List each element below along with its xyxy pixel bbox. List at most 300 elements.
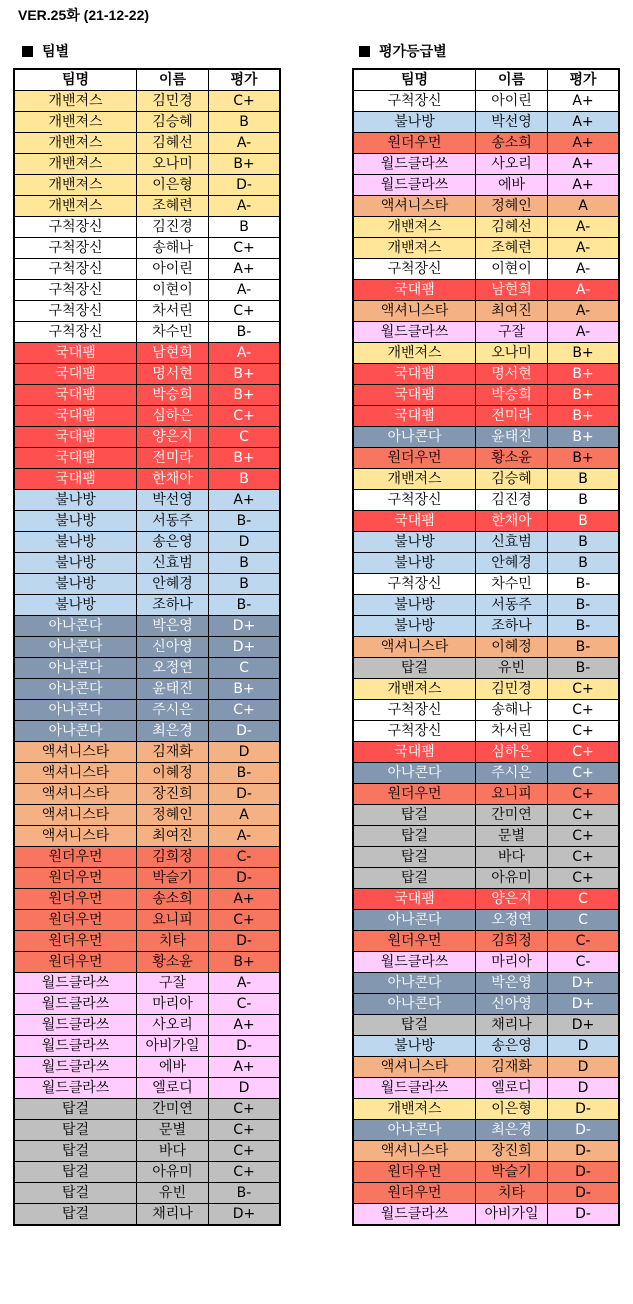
grade-cell: C+ [209,406,280,427]
table-row [15,742,280,763]
team-cell: 국대팸 [354,280,476,301]
table-row [354,931,619,952]
team-cell: 개밴져스 [354,343,476,364]
team-cell: 탑걸 [354,805,476,826]
grade-cell: B- [209,511,280,532]
table-row [15,427,280,448]
name-cell: 명서현 [137,364,209,385]
name-cell: 김희정 [137,847,209,868]
name-cell: 신아영 [476,994,548,1015]
name-cell: 안혜경 [476,553,548,574]
name-cell: 장진희 [137,784,209,805]
grade-cell: B [548,553,619,574]
table-row [354,742,619,763]
team-cell: 불나방 [15,595,137,616]
name-cell: 양은지 [137,427,209,448]
table-row [354,574,619,595]
team-cell: 불나방 [15,511,137,532]
name-cell: 바다 [476,847,548,868]
grade-cell: C+ [209,1141,280,1162]
grade-table [353,69,619,1225]
grade-cell: C+ [548,763,619,784]
team-cell: 불나방 [354,553,476,574]
name-cell: 아비가일 [137,1036,209,1057]
team-cell: 원더우먼 [15,847,137,868]
name-cell: 송은영 [137,532,209,553]
grade-cell: C+ [548,721,619,742]
grade-cell: B- [548,595,619,616]
name-cell: 심하은 [476,742,548,763]
table-row [354,637,619,658]
table-row [15,532,280,553]
grade-cell: C+ [209,910,280,931]
grade-cell: C+ [209,301,280,322]
team-cell: 불나방 [15,490,137,511]
table-row [354,154,619,175]
team-cell: 구척장신 [354,574,476,595]
table-row [15,364,280,385]
table-row [15,343,280,364]
name-cell: 아이린 [137,259,209,280]
name-cell: 이혜정 [476,637,548,658]
name-cell: 김민경 [476,679,548,700]
name-cell: 김승혜 [476,469,548,490]
team-cell: 원더우먼 [354,1162,476,1183]
table-header-row [354,70,619,91]
team-cell: 월드클라쓰 [354,154,476,175]
table-row [15,868,280,889]
team-cell: 구척장신 [15,259,137,280]
table-row [15,1120,280,1141]
team-cell: 액셔니스타 [15,826,137,847]
table-row [354,994,619,1015]
team-cell: 불나방 [15,574,137,595]
team-cell: 구척장신 [15,217,137,238]
team-cell: 탑걸 [354,868,476,889]
table-row [354,343,619,364]
name-cell: 장진희 [476,1141,548,1162]
table-row [354,385,619,406]
grade-cell: C- [209,847,280,868]
table-row [354,595,619,616]
grade-cell: D+ [548,973,619,994]
grade-cell: B [209,553,280,574]
table-row [354,1015,619,1036]
table-row [354,868,619,889]
grade-cell: D [548,1036,619,1057]
grade-cell: A+ [209,259,280,280]
table-row [15,1057,280,1078]
name-cell: 요니피 [137,910,209,931]
team-cell: 국대팸 [15,469,137,490]
table-row [15,910,280,931]
team-cell: 개밴져스 [354,238,476,259]
grade-cell: B- [209,322,280,343]
grade-cell: B+ [548,343,619,364]
name-cell: 전미라 [476,406,548,427]
team-cell: 액셔니스타 [15,763,137,784]
name-cell: 요니피 [476,784,548,805]
name-cell: 치타 [476,1183,548,1204]
grade-cell: D+ [548,994,619,1015]
grade-cell: A [209,805,280,826]
team-cell: 아나콘다 [15,637,137,658]
header-grade: 평가 [548,70,619,91]
team-cell: 개밴져스 [15,175,137,196]
name-cell: 엘로디 [476,1078,548,1099]
table-row [15,700,280,721]
table-row [354,910,619,931]
team-cell: 국대팸 [354,511,476,532]
header-team: 팀명 [354,70,476,91]
team-section-heading [22,41,69,61]
table-row [15,1204,280,1225]
grade-cell: D [548,1057,619,1078]
table-row [15,658,280,679]
name-cell: 명서현 [476,364,548,385]
name-cell: 바다 [137,1141,209,1162]
table-row [15,1162,280,1183]
grade-cell: D+ [548,1015,619,1036]
grade-cell: B- [209,1183,280,1204]
name-cell: 신효범 [476,532,548,553]
grade-cell: B- [548,574,619,595]
header-team: 팀명 [15,70,137,91]
grade-cell: C+ [209,700,280,721]
grade-cell: C+ [209,238,280,259]
grade-cell: C+ [548,805,619,826]
team-cell: 국대팸 [354,889,476,910]
grade-cell: A+ [209,1015,280,1036]
table-row [354,1120,619,1141]
grade-cell: A- [548,301,619,322]
name-cell: 이은형 [137,175,209,196]
table-row [354,784,619,805]
team-cell: 불나방 [15,553,137,574]
team-cell: 액셔니스타 [15,742,137,763]
table-row [15,322,280,343]
name-cell: 서동주 [476,595,548,616]
team-cell: 구척장신 [354,721,476,742]
team-cell: 개밴져스 [15,91,137,112]
table-row [354,1099,619,1120]
table-row [15,616,280,637]
team-cell: 국대팸 [354,742,476,763]
team-cell: 아나콘다 [15,679,137,700]
name-cell: 엘로디 [137,1078,209,1099]
team-cell: 개밴져스 [15,196,137,217]
team-cell: 개밴져스 [354,217,476,238]
grade-cell: A- [548,259,619,280]
table-row [354,1162,619,1183]
name-cell: 김재화 [137,742,209,763]
name-cell: 박은영 [476,973,548,994]
name-cell: 김진경 [137,217,209,238]
grade-cell: A+ [548,133,619,154]
name-cell: 주시은 [476,763,548,784]
grade-cell: D+ [209,1204,280,1225]
table-row [354,1141,619,1162]
grade-cell: D- [209,175,280,196]
grade-cell: A- [548,238,619,259]
team-cell: 월드클라쓰 [354,1204,476,1225]
name-cell: 이혜정 [137,763,209,784]
name-cell: 간미연 [137,1099,209,1120]
team-table [14,69,280,1225]
grade-cell: B [209,217,280,238]
team-cell: 월드클라쓰 [354,1078,476,1099]
name-cell: 조혜련 [476,238,548,259]
team-cell: 월드클라쓰 [15,1015,137,1036]
team-cell: 탑걸 [15,1183,137,1204]
team-cell: 탑걸 [15,1162,137,1183]
team-cell: 아나콘다 [15,616,137,637]
grade-cell: B- [209,595,280,616]
table-row [354,322,619,343]
grade-cell: C+ [548,826,619,847]
table-row [15,217,280,238]
grade-cell: C- [548,931,619,952]
team-cell: 원더우먼 [15,889,137,910]
grade-cell: C+ [209,1120,280,1141]
name-cell: 문별 [476,826,548,847]
table-row [354,406,619,427]
table-row [354,889,619,910]
table-row [15,637,280,658]
table-row [15,889,280,910]
grade-cell: B+ [548,385,619,406]
grade-cell: C+ [548,742,619,763]
team-cell: 국대팸 [354,385,476,406]
grade-cell: B+ [209,952,280,973]
name-cell: 사오리 [137,1015,209,1036]
name-cell: 최여진 [476,301,548,322]
team-cell: 액셔니스타 [354,637,476,658]
grade-cell: B+ [209,364,280,385]
team-cell: 탑걸 [354,1015,476,1036]
table-row [354,616,619,637]
team-cell: 원더우먼 [354,931,476,952]
name-cell: 조하나 [476,616,548,637]
name-cell: 정혜인 [476,196,548,217]
team-cell: 월드클라쓰 [354,952,476,973]
table-row [354,217,619,238]
team-cell: 구척장신 [15,322,137,343]
table-row [354,511,619,532]
grade-cell: D [548,1078,619,1099]
name-cell: 박슬기 [476,1162,548,1183]
table-row [15,196,280,217]
grade-cell: C- [209,994,280,1015]
name-cell: 간미연 [476,805,548,826]
team-cell: 구척장신 [354,700,476,721]
name-cell: 황소윤 [137,952,209,973]
team-cell: 구척장신 [354,490,476,511]
table-row [15,973,280,994]
table-row [15,805,280,826]
grade-cell: D [209,742,280,763]
name-cell: 사오리 [476,154,548,175]
name-cell: 문별 [137,1120,209,1141]
team-cell: 액셔니스타 [354,1141,476,1162]
grade-cell: C+ [209,1162,280,1183]
table-row [354,1057,619,1078]
name-cell: 김혜선 [137,133,209,154]
team-cell: 월드클라쓰 [15,994,137,1015]
name-cell: 이현이 [476,259,548,280]
name-cell: 박선영 [476,112,548,133]
name-cell: 채리나 [137,1204,209,1225]
name-cell: 조혜련 [137,196,209,217]
grade-cell: B- [548,637,619,658]
grade-cell: A- [548,280,619,301]
name-cell: 전미라 [137,448,209,469]
table-row [15,1183,280,1204]
team-cell: 탑걸 [15,1099,137,1120]
table-row [354,91,619,112]
team-cell: 개밴져스 [354,1099,476,1120]
header-grade: 평가 [209,70,280,91]
table-row [15,469,280,490]
grade-cell: D- [209,1036,280,1057]
table-row [15,301,280,322]
grade-cell: B [548,469,619,490]
table-row [15,91,280,112]
table-row [354,112,619,133]
grade-cell: D [209,1078,280,1099]
name-cell: 김민경 [137,91,209,112]
table-row [15,1099,280,1120]
table-row [15,448,280,469]
grade-cell: B [548,511,619,532]
grade-cell: C [209,427,280,448]
name-cell: 아유미 [476,868,548,889]
name-cell: 차서린 [476,721,548,742]
table-row [15,763,280,784]
team-cell: 불나방 [354,616,476,637]
name-cell: 차수민 [476,574,548,595]
team-cell: 월드클라쓰 [15,973,137,994]
grade-cell: A- [209,196,280,217]
name-cell: 이현이 [137,280,209,301]
name-cell: 오정연 [476,910,548,931]
team-cell: 국대팸 [15,406,137,427]
grade-cell: C+ [209,91,280,112]
team-cell: 탑걸 [354,847,476,868]
grade-cell: A- [209,133,280,154]
grade-cell: B- [209,763,280,784]
name-cell: 주시은 [137,700,209,721]
team-cell: 국대팸 [354,364,476,385]
team-cell: 불나방 [354,112,476,133]
name-cell: 유빈 [476,658,548,679]
team-cell: 원더우먼 [15,910,137,931]
square-bullet-icon [359,46,370,57]
name-cell: 김진경 [476,490,548,511]
grade-cell: B+ [209,679,280,700]
name-cell: 박슬기 [137,868,209,889]
grade-cell: B [548,490,619,511]
name-cell: 박선영 [137,490,209,511]
name-cell: 구잘 [476,322,548,343]
table-row [15,952,280,973]
team-cell: 개밴져스 [354,679,476,700]
table-row [15,406,280,427]
name-cell: 아이린 [476,91,548,112]
name-cell: 에바 [476,175,548,196]
grade-cell: A+ [548,154,619,175]
name-cell: 김승혜 [137,112,209,133]
team-cell: 탑걸 [15,1141,137,1162]
table-row [15,574,280,595]
team-cell: 개밴져스 [15,154,137,175]
grade-cell: B- [548,616,619,637]
name-cell: 남현희 [476,280,548,301]
team-cell: 개밴져스 [15,112,137,133]
table-row [354,469,619,490]
table-row [15,175,280,196]
name-cell: 차서린 [137,301,209,322]
name-cell: 한채아 [476,511,548,532]
table-row [354,826,619,847]
header-name: 이름 [476,70,548,91]
table-row [354,490,619,511]
team-cell: 월드클라쓰 [15,1036,137,1057]
name-cell: 구잘 [137,973,209,994]
grade-cell: B [209,574,280,595]
team-cell: 구척장신 [354,91,476,112]
name-cell: 안혜경 [137,574,209,595]
grade-cell: A- [209,343,280,364]
team-cell: 원더우먼 [354,1183,476,1204]
table-row [354,700,619,721]
grade-cell: A+ [548,175,619,196]
grade-table-body [354,91,619,1225]
table-row [354,763,619,784]
team-cell: 액셔니스타 [354,301,476,322]
grade-cell: D- [209,721,280,742]
name-cell: 김혜선 [476,217,548,238]
name-cell: 최여진 [137,826,209,847]
name-cell: 에바 [137,1057,209,1078]
table-row [15,721,280,742]
grade-cell: B+ [209,154,280,175]
grade-cell: D+ [209,637,280,658]
grade-cell: D [209,532,280,553]
grade-cell: A- [209,280,280,301]
team-cell: 원더우먼 [15,868,137,889]
grade-cell: D- [548,1183,619,1204]
grade-cell: B+ [548,427,619,448]
grade-cell: A+ [548,91,619,112]
table-row [354,448,619,469]
table-row [354,658,619,679]
square-bullet-icon [22,46,33,57]
table-row [354,175,619,196]
grade-cell: B [548,532,619,553]
team-cell: 탑걸 [354,826,476,847]
table-row [15,385,280,406]
table-row [354,721,619,742]
grade-cell: A- [209,973,280,994]
name-cell: 심하은 [137,406,209,427]
name-cell: 조하나 [137,595,209,616]
team-cell: 원더우먼 [354,784,476,805]
team-table-body [15,91,280,1225]
grade-cell: D- [548,1099,619,1120]
team-cell: 아나콘다 [354,763,476,784]
team-cell: 불나방 [15,532,137,553]
